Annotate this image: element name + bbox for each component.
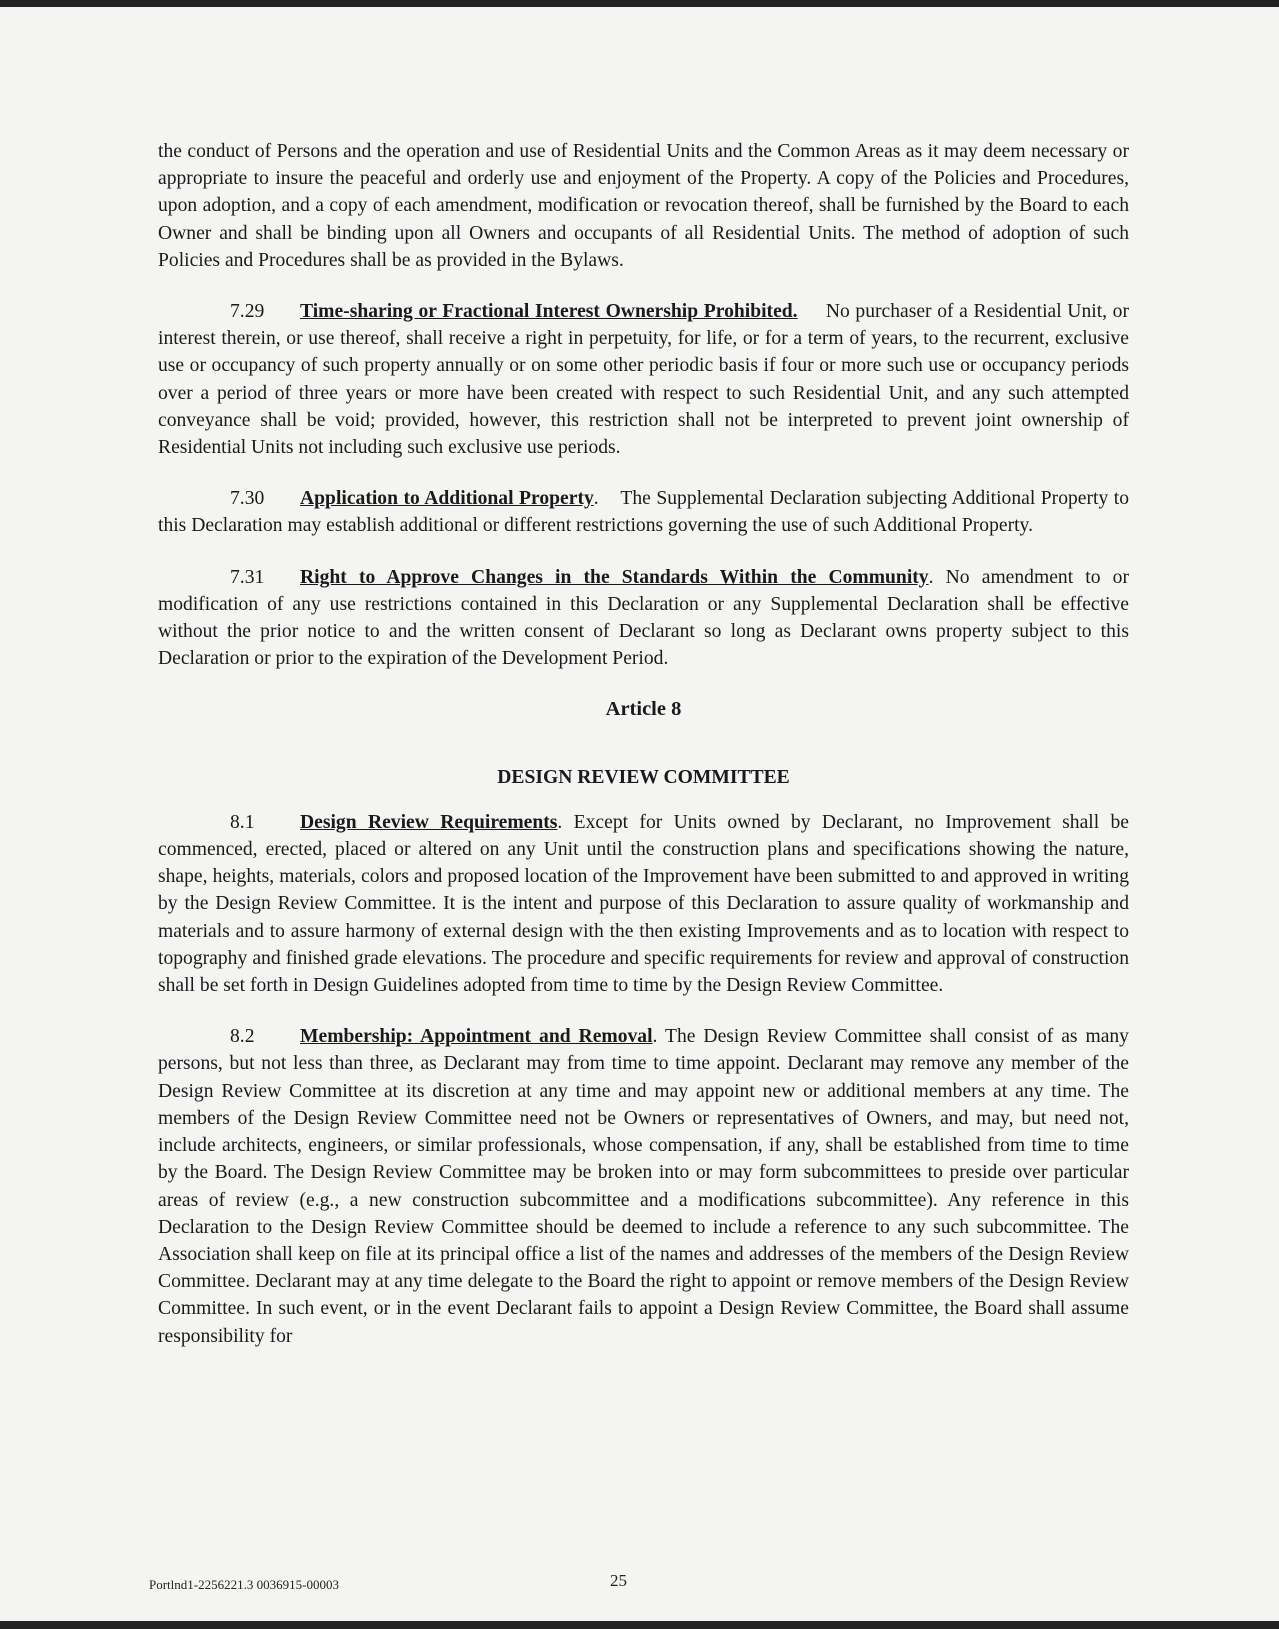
section-body: No purchaser of a Residential Unit, or interest therein, or use thereof, shall receive a right in perpetuity, for life, or for a term of years, to the recurrent, exclusive use or occupancy of such property annually or on some other periodic basis if four or more such use or occupancy periods over a period of three years or more have been created with respect to such Residential Unit, and any such attempted conveyance shall be void; provided, however, this restriction shall not be interpreted to prevent joint ownership of Residential Units not including such exclusive use periods. [158, 301, 1130, 459]
section-number: 7.29 [230, 301, 265, 323]
section-heading: Application to Additional Property [300, 488, 594, 510]
section-number: 8.1 [230, 811, 255, 833]
section-heading: Membership: Appointment and Removal [300, 1026, 653, 1048]
document-body [158, 138, 1129, 1374]
section-7-30: 7.30 Application to Additional Property. The Supplemental Declaration subjecting Additional Property to this Declaration may establish additional or different restrictions governing the use of such Additional Property. [158, 485, 1129, 539]
section-8-2: 8.2 Membership: Appointment and Removal. The Design Review Committee shall consist of as many persons, but not less than three, as Declarant may from time to time appoint. Declarant may remove any member of the Design Review Committee at its discretion at any time and may appoint new or additional members at any time. The members of the Design Review Committee need not be Owners or representatives of Owners, and may, but need not, include architects, engineers, or similar professionals, whose compensation, if any, shall be established from time to time by the Board. The Design Review Committee may be broken into or may form subcommittees to preside over particular areas of review (e.g., a new construction subcommittee and a modifications subcommittee). Any reference in this Declaration to the Design Review Committee should be deemed to include a reference to any such subcommittee. The Association shall keep on file at its principal office a list of the names and addresses of the members of the Design Review Committee. Declarant may at any time delegate to the Board the right to appoint or remove members of the Design Review Committee. In such event, or in the event Declarant fails to appoint a Design Review Committee, the Board shall assume responsibility for [158, 1023, 1129, 1349]
section-body: The Design Review Committee shall consist of as many persons, but not less than three, as Declarant may from time to time appoint. Declarant may remove any member of the Design Review Committee at its discretion at any time and may appoint new or additional members at any time. The members of the Design Review Committee need not be Owners or representatives of Owners, and may, but need not, include architects, engineers, or similar professionals, whose compensation, if any, shall be established from time to time by the Board. The Design Review Committee may be broken into or may form subcommittees to preside over particular areas of review (e.g., a new construction subcommittee and a modifications subcommittee). Any reference in this Declaration to the Design Review Committee should be deemed to include a reference to any such subcommittee. The Association shall keep on file at its principal office a list of the names and addresses of the members of the Design Review Committee. Declarant may at any time delegate to the Board the right to appoint or remove members of the Design Review Committee. In such event, or in the event Declarant fails to appoint a Design Review Committee, the Board shall assume responsibility for [158, 1026, 1129, 1347]
scan-edge-bottom [0, 1621, 1279, 1629]
section-body: The Supplemental Declaration subjecting Additional Property to this Declaration may establish additional or different restrictions governing the use of such Additional Property. [158, 488, 1130, 537]
intro-paragraph: the conduct of Persons and the operation and use of Residential Units and the Common Areas as it may deem necessary or appropriate to insure the peaceful and orderly use and enjoyment of the Property. A copy of the Policies and Procedures, upon adoption, and a copy of each amendment, modification or revocation thereof, shall be furnished by the Board to each Owner and shall be binding upon all Owners and occupants of all Residential Units. The method of adoption of such Policies and Procedures shall be as provided in the Bylaws. [158, 141, 1129, 271]
section-7-29 [158, 298, 1129, 461]
section-number: 8.2 [230, 1026, 255, 1048]
section-heading: Time-sharing or Fractional Interest Ownership Prohibited. [300, 301, 798, 323]
section-number: 7.30 [230, 488, 265, 510]
scan-edge-top [0, 0, 1279, 7]
section-number: 7.31 [230, 566, 265, 588]
article-subtitle: DESIGN REVIEW COMMITTEE [497, 766, 790, 788]
section-7-31: 7.31 Right to Approve Changes in the Standards Within the Community. No amendment to or modification of any use restrictions contained in this Declaration or any Supplemental Declaration shall be effective without the prior notice to and the written consent of Declarant so long as Declarant owns property subject to this Declaration or prior to the expiration of the Development Period. [158, 564, 1129, 673]
page-number: 25 [610, 1571, 627, 1590]
section-body: Except for Units owned by Declarant, no Improvement shall be commenced, erected, placed or altered on any Unit until the construction plans and specifications showing the nature, shape, heights, materials, colors and proposed location of the Improvement have been submitted to and approved in writing by the Design Review Committee. It is the intent and purpose of this Declaration to assure quality of workmanship and materials and to assure harmony of external design with the then existing Improvements and as to location with respect to topography and finished grade elevations. The procedure and specific requirements for review and approval of construction shall be set forth in Design Guidelines adopted from time to time by the Design Review Committee. [158, 811, 1129, 997]
section-heading: Design Review Requirements [300, 811, 558, 833]
section-heading: Right to Approve Changes in the Standards Within the Community [300, 566, 929, 588]
article-title: Article 8 [605, 698, 682, 721]
document-id: Portlnd1-2256221.3 0036915-00003 [149, 1577, 339, 1592]
section-body: No amendment to or modification of any use restrictions contained in this Declaration or any Supplemental Declaration shall be effective without the prior notice to and the written consent of Declarant so long as Declarant owns property subject to this Declaration or prior to the expiration of the Development Period. [158, 566, 1129, 670]
section-8-1: 8.1 Design Review Requirements. Except for Units owned by Declarant, no Improvement shall be commenced, erected, placed or altered on any Unit until the construction plans and specifications showing the nature, shape, heights, materials, colors and proposed location of the Improvement have been submitted to and approved in writing by the Design Review Committee. It is the intent and purpose of this Declaration to assure quality of workmanship and materials and to assure harmony of external design with the then existing Improvements and as to location with respect to topography and finished grade elevations. The procedure and specific requirements for review and approval of construction shall be set forth in Design Guidelines adopted from time to time by the Design Review Committee. [158, 809, 1129, 999]
